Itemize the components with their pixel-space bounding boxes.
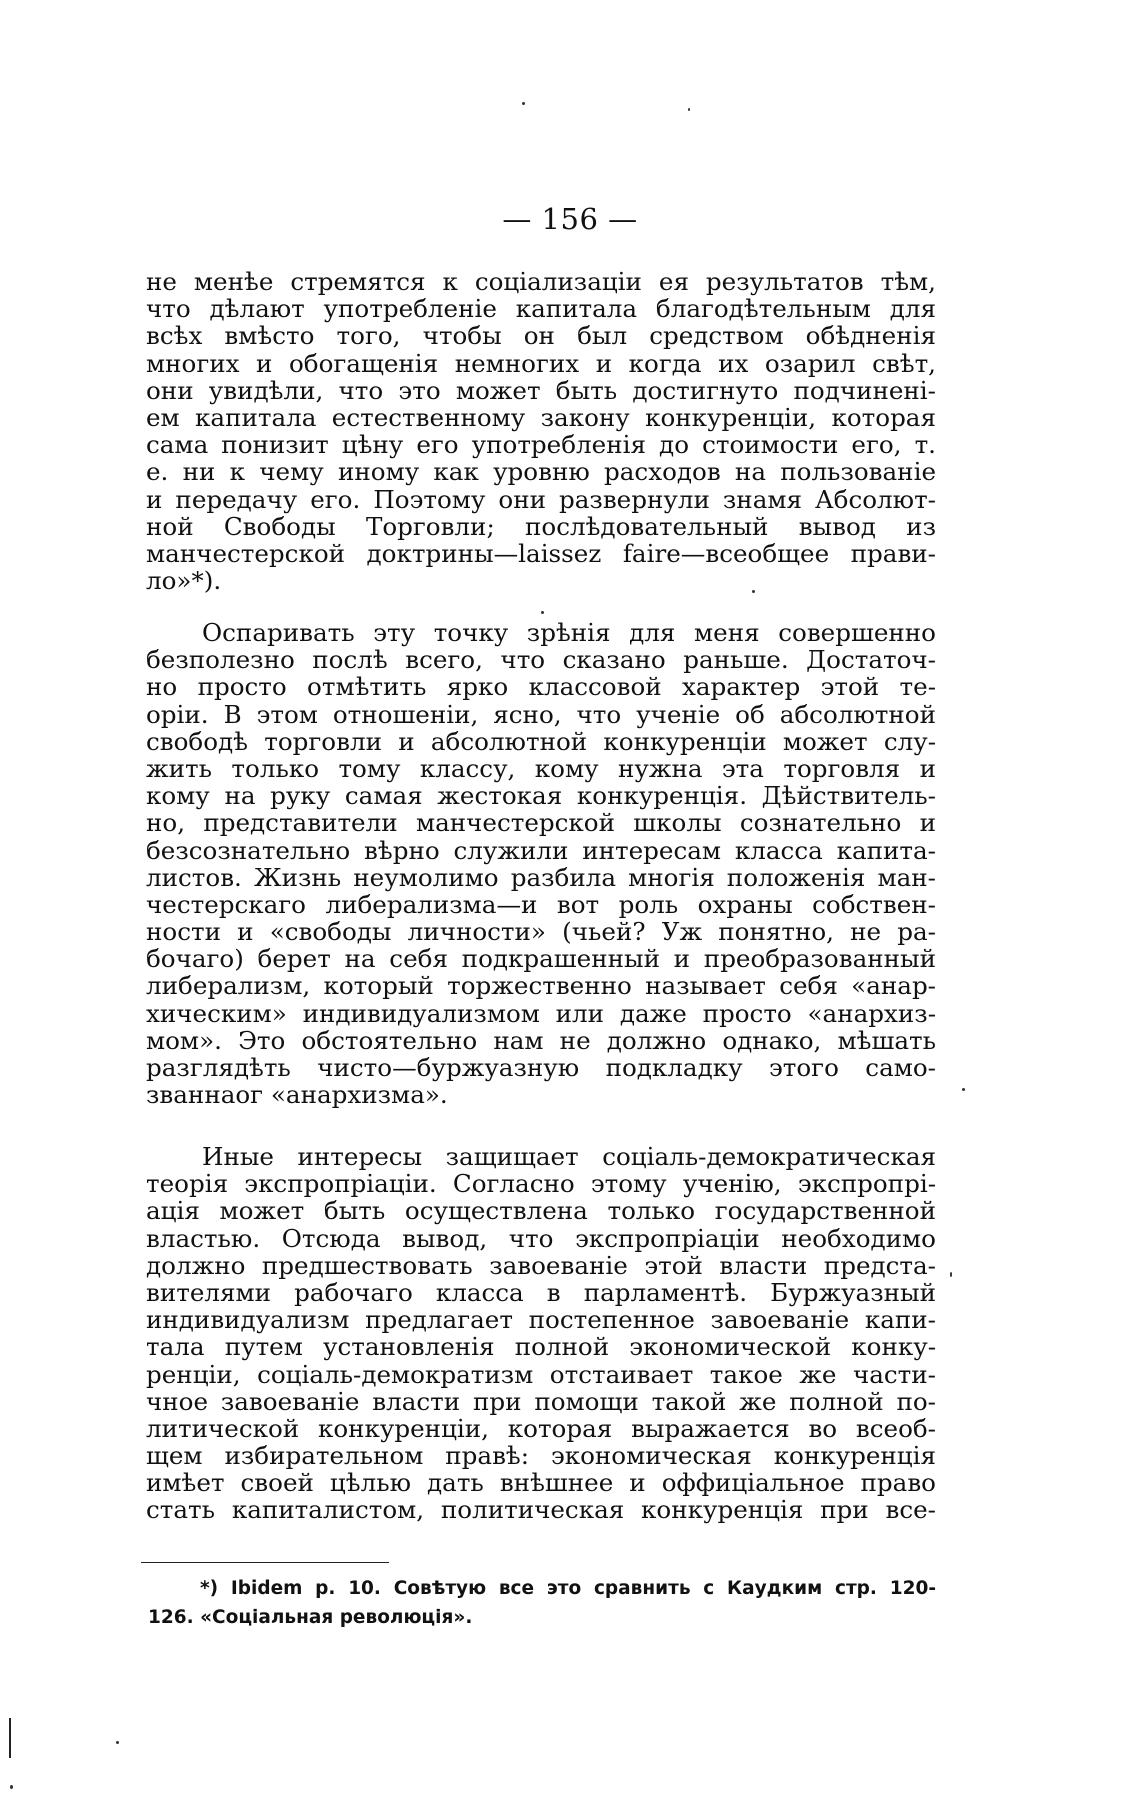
- text-line: сама понизит цѣну его употребленія до стоимости его, т.: [146, 430, 936, 460]
- footnote-divider: [141, 1562, 389, 1563]
- text-line: безполезно послѣ всего, что сказано раньше. Достаточ-: [146, 645, 936, 675]
- scan-speck: [688, 108, 690, 111]
- page-number: — 156 —: [502, 202, 638, 236]
- text-line: манчестерской доктрины—laissez faire—всеобщее прави-: [146, 538, 936, 568]
- text-line: кому на руку самая жестокая конкуренція. Дѣйствитель-: [146, 781, 936, 811]
- text-line: многих и обогащенія немногих и когда их озарил свѣт,: [146, 348, 936, 378]
- text-line: но просто отмѣтить ярко классовой характер этой те-: [146, 672, 936, 702]
- footnote-line: 126. «Соціальная революція».: [148, 1607, 473, 1628]
- text-line: индивидуализм предлагает постепенное завоеваніе капи-: [146, 1305, 936, 1335]
- paragraph-3: [146, 1143, 936, 1524]
- paragraph-1: [146, 268, 936, 594]
- text-line: ло»*).: [146, 566, 222, 596]
- text-line: что дѣлают употребленіе капитала благодѣтельным для: [146, 294, 936, 324]
- text-line: либерализм, который торжественно называет себя «анар-: [146, 971, 936, 1001]
- text-line: теорія экспропріаціи. Согласно этому ученію, экспропрі-: [146, 1169, 936, 1199]
- text-line: хическим» индивидуализмом или даже просто «анархиз-: [146, 998, 936, 1028]
- scan-speck: [116, 1741, 119, 1744]
- footnote: [148, 1574, 936, 1632]
- text-line: щем избирательном правѣ: экономическая конкуренція: [146, 1441, 936, 1471]
- text-line: ація может быть осуществлена только государственной: [146, 1196, 936, 1226]
- scan-speck: [950, 1272, 952, 1277]
- text-line: должно предшествовать завоеваніе этой власти предста-: [146, 1250, 936, 1280]
- text-line: Иные интересы защищает соціаль-демократическая: [202, 1142, 936, 1171]
- text-line: литической конкуренціи, которая выражается во всеоб-: [146, 1413, 936, 1443]
- scan-speck: [522, 102, 525, 105]
- text-line: властью. Отсюда вывод, что экспропріаціи необходимо: [146, 1223, 936, 1253]
- text-line: чное завоеваніе власти при помощи такой же полной по-: [146, 1386, 936, 1416]
- text-line: ности и «свободы личности» (чьей? Уж понятно, не ра-: [146, 917, 936, 947]
- text-line: свободѣ торговли и абсолютной конкуренціи может слу-: [146, 726, 936, 756]
- text-line: званнаог «анархизма».: [146, 1080, 448, 1110]
- text-line: ренціи, соціаль-демократизм отстаивает такое же части-: [146, 1359, 936, 1389]
- text-line: вителями рабочаго класса в парламентѣ. Буржуазный: [146, 1277, 936, 1307]
- text-line: безсознательно вѣрно служили интересам класса капита-: [146, 835, 936, 865]
- text-line: разглядѣть чисто—буржуазную подкладку этого само-: [146, 1053, 936, 1082]
- paragraph-2: [146, 619, 936, 1108]
- scan-speck: [541, 611, 544, 614]
- scan-speck: [752, 590, 755, 593]
- text-line: они увидѣли, что это может быть достигнуто подчиненi-: [146, 375, 936, 405]
- text-line: бочаго) берет на себя подкрашенный и преобразованный: [146, 944, 936, 974]
- footnote-line: *) Ibidem p. 10. Совѣтую все это сравнить с Каудким стр. 120-: [200, 1578, 936, 1599]
- text-line: всѣх вмѣсто того, чтобы он был средством обѣдненія: [146, 321, 936, 351]
- text-line: и передачу его. Поэтому они развернули знамя Абсолют-: [146, 484, 936, 514]
- text-line: не менѣе стремятся к соціализаціи ея результатов тѣм,: [146, 267, 936, 296]
- text-line: тала путем установленія полной экономической конку-: [146, 1332, 936, 1362]
- text-line: листов. Жизнь неумолимо разбила многія положенія ман-: [146, 862, 936, 892]
- text-line: ем капитала естественному закону конкуренціи, которая: [146, 402, 936, 432]
- text-line: честерскаго либерализма—и вот роль охраны собствен-: [146, 889, 936, 919]
- text-line: жить только тому классу, кому нужна эта торговля и: [146, 753, 936, 783]
- scan-speck: [962, 1088, 965, 1091]
- scan-edge-mark: [9, 1718, 11, 1758]
- text-line: Оспаривать эту точку зрѣнія для меня совершенно: [202, 618, 936, 647]
- text-line: е. ни к чему иному как уровню расходов на пользованіе: [146, 457, 936, 487]
- text-line: мом». Это обстоятельно нам не должно однако, мѣшать: [146, 1025, 936, 1055]
- text-line: но, представители манчестерской школы сознательно и: [146, 808, 936, 838]
- scan-speck: [10, 1785, 13, 1789]
- text-line: ной Свободы Торговли; послѣдовательный вывод из: [146, 511, 936, 541]
- text-line: оріи. В этом отношеніи, ясно, что ученіе об абсолютной: [146, 699, 936, 729]
- text-line: имѣет своей цѣлью дать внѣшнее и оффиціальное право: [146, 1468, 936, 1498]
- text-line: стать капиталистом, политическая конкуренція при все-: [146, 1495, 936, 1525]
